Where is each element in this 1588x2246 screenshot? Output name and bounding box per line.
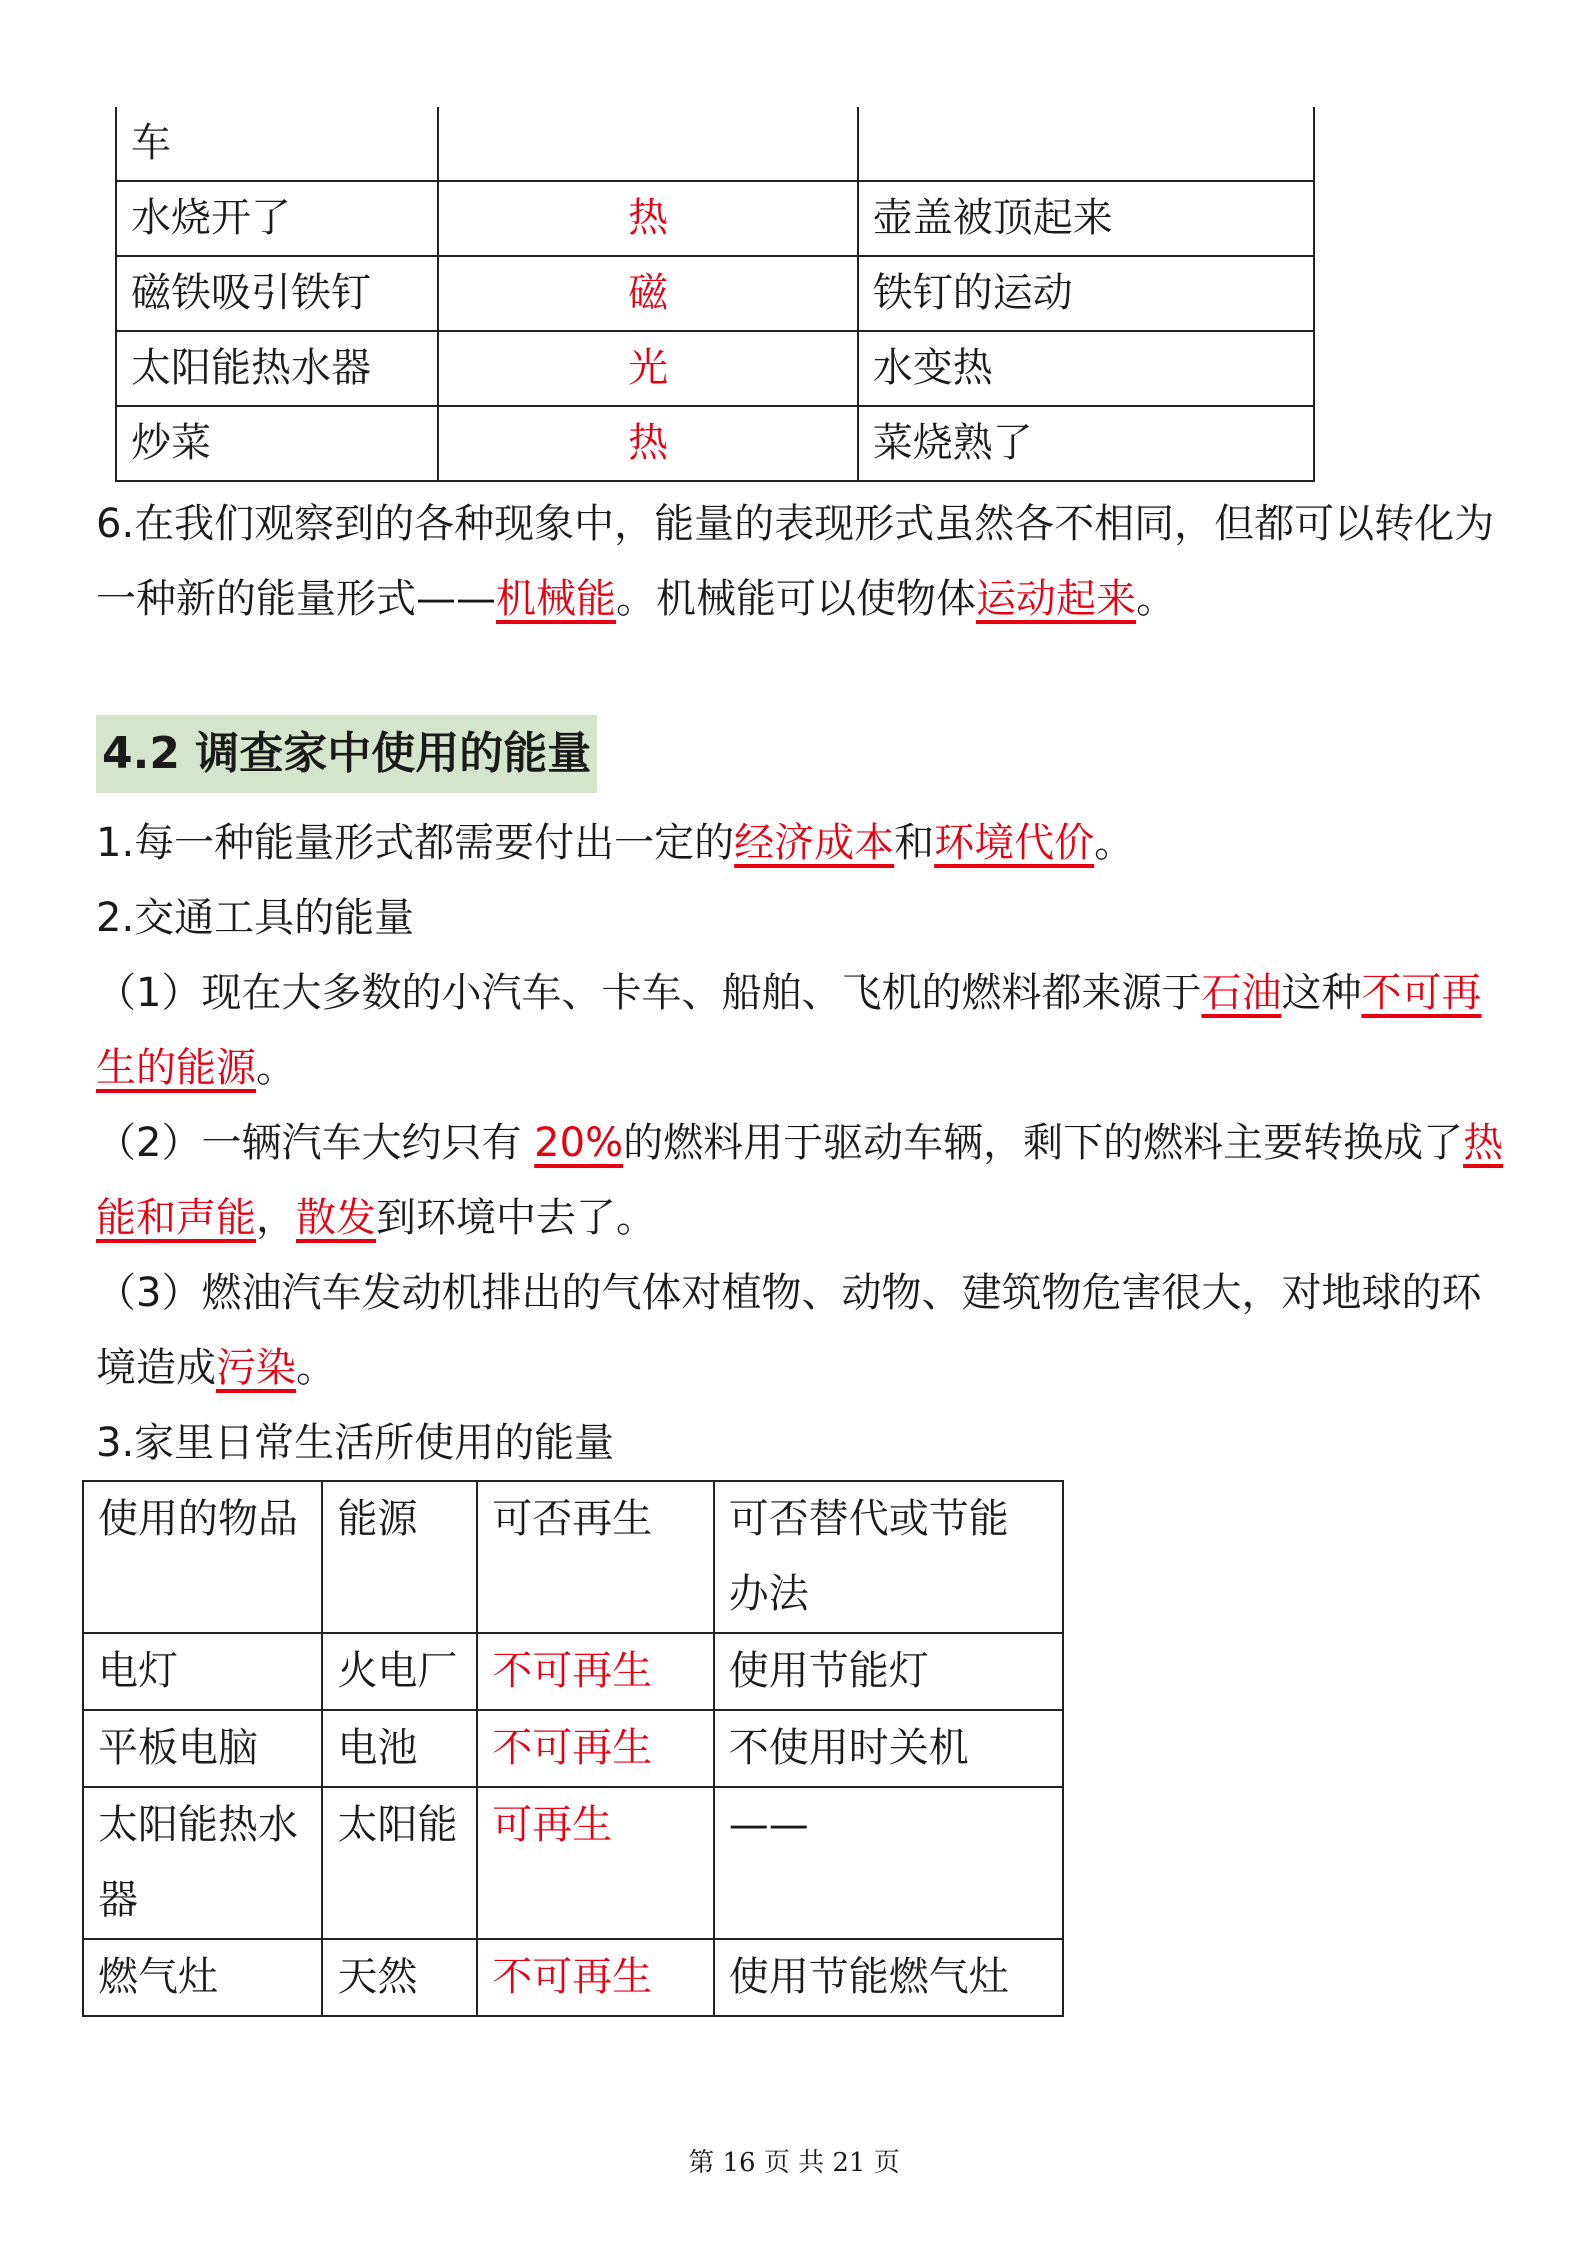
text-span: （1）现在大多数的小汽车、卡车、船舶、飞机的燃料都来源于 — [96, 970, 1202, 1016]
text-span: 到环境中去了。 — [376, 1195, 656, 1241]
answer-text: 污染 — [216, 1345, 296, 1391]
text-span: 。 — [256, 1045, 296, 1091]
table-header-cell: 可否再生 — [477, 1481, 713, 1633]
table-cell: 电池 — [322, 1710, 477, 1787]
text-span: 这种 — [1281, 970, 1362, 1016]
text-span: 和 — [894, 820, 935, 866]
table-cell: 热 — [438, 181, 857, 256]
text-span: 的燃料用于驱动车辆，剩下的燃料主要转换成了 — [623, 1120, 1464, 1166]
point-6-paragraph — [96, 487, 1506, 637]
answer-text: 不可再生的能源 — [96, 970, 1482, 1091]
table-cell: —— — [714, 1787, 1063, 1939]
text-span: （3）燃油汽车发动机排出的气体对植物、动物、建筑物危害很大，对地球的环境造成 — [96, 1270, 1482, 1391]
table-row — [83, 1939, 1063, 2016]
energy-phenomena-table — [115, 107, 1315, 482]
answer-text: 散发 — [296, 1195, 376, 1241]
text-span: 。机械能可以使物体 — [616, 576, 976, 622]
text-span: （2）一辆汽车大约只有 — [96, 1120, 535, 1166]
item-2-sub-2 — [96, 1106, 1506, 1256]
table-cell: 太阳能热水器 — [116, 331, 438, 406]
table-cell: 炒菜 — [116, 406, 438, 481]
table-header-cell: 能源 — [322, 1481, 477, 1633]
table-cell: 不使用时关机 — [714, 1710, 1063, 1787]
table-cell: 菜烧熟了 — [858, 406, 1314, 481]
table-row — [83, 1633, 1063, 1710]
table-cell: 壶盖被顶起来 — [858, 181, 1314, 256]
table-cell: 磁铁吸引铁钉 — [116, 256, 438, 331]
table-cell: 平板电脑 — [83, 1710, 322, 1787]
table-row — [83, 1710, 1063, 1787]
item-3-title: 3.家里日常生活所使用的能量 — [96, 1420, 615, 1466]
table-cell: 车 — [116, 107, 438, 181]
answer-text: 环境代价 — [934, 820, 1095, 866]
table-cell: 燃气灶 — [83, 1939, 322, 2016]
text-span: 。 — [296, 1345, 336, 1391]
text-span: 。 — [1094, 820, 1135, 866]
table-row — [116, 331, 1314, 406]
text-span: 6.在我们观察到的各种现象中，能量的表现形式虽然各不相同，但都可以转化为一种新的能量形式—— — [96, 501, 1495, 622]
table-row — [116, 181, 1314, 256]
page-footer: 第 16 页 共 21 页 — [688, 2148, 900, 2178]
table-cell: 水变热 — [858, 331, 1314, 406]
table-cell: 磁 — [438, 256, 857, 331]
answer-text: 石油 — [1201, 970, 1282, 1016]
section-heading: 4.2 调查家中使用的能量 — [96, 715, 597, 793]
text-span: 。 — [1136, 576, 1176, 622]
table-cell — [438, 107, 857, 181]
table-cell: 不可再生 — [477, 1939, 713, 2016]
table-cell — [858, 107, 1314, 181]
table-cell: 使用节能灯 — [714, 1633, 1063, 1710]
answer-text: 运动起来 — [976, 576, 1136, 622]
table-row — [83, 1787, 1063, 1939]
table-header-row — [83, 1481, 1063, 1633]
table-cell: 火电厂 — [322, 1633, 477, 1710]
table-header-cell: 可否替代或节能办法 — [714, 1481, 1063, 1633]
table-cell: 太阳能热水器 — [83, 1787, 322, 1939]
table-row — [116, 256, 1314, 331]
text-span: 1.每一种能量形式都需要付出一定的 — [96, 820, 735, 866]
answer-text: 20% — [534, 1120, 624, 1166]
table-cell: 铁钉的运动 — [858, 256, 1314, 331]
table-cell: 可再生 — [477, 1787, 713, 1939]
table-cell: 电灯 — [83, 1633, 322, 1710]
table-cell: 使用节能燃气灶 — [714, 1939, 1063, 2016]
item-2-sub-1 — [96, 956, 1506, 1106]
item-2-sub-3 — [96, 1256, 1506, 1406]
answer-text: 热能和声能 — [96, 1120, 1504, 1241]
table-cell: 天然 — [322, 1939, 477, 2016]
table-row — [116, 406, 1314, 481]
table-cell: 不可再生 — [477, 1710, 713, 1787]
household-energy-table — [82, 1480, 1064, 2017]
table-cell: 水烧开了 — [116, 181, 438, 256]
item-1-paragraph — [96, 806, 1506, 881]
table-cell: 太阳能 — [322, 1787, 477, 1939]
text-span: ， — [256, 1195, 296, 1241]
answer-text: 经济成本 — [734, 820, 895, 866]
table-header-cell: 使用的物品 — [83, 1481, 322, 1633]
answer-text: 机械能 — [496, 576, 616, 622]
item-2-title: 2.交通工具的能量 — [96, 895, 415, 941]
table-row — [116, 107, 1314, 181]
table-cell: 热 — [438, 406, 857, 481]
table-cell: 不可再生 — [477, 1633, 713, 1710]
table-cell: 光 — [438, 331, 857, 406]
